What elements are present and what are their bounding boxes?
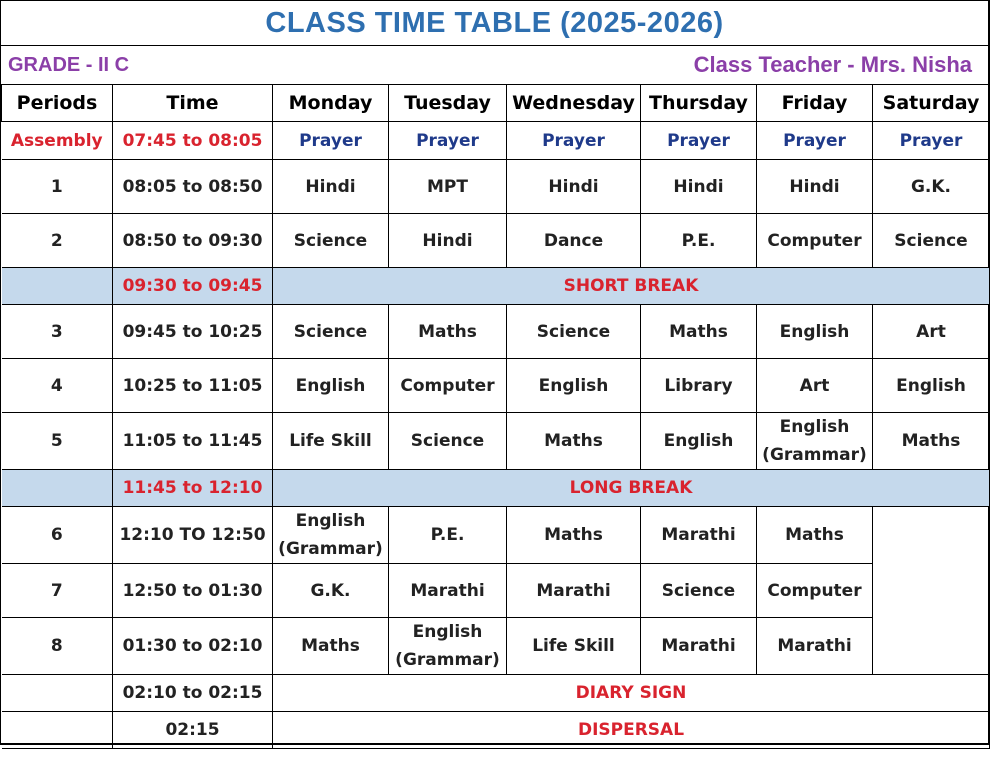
diary-sign-row bbox=[2, 675, 990, 712]
cell-p8-wednesday: Life Skill bbox=[507, 618, 641, 675]
period-number: 3 bbox=[2, 305, 113, 359]
cell-p3-friday: English bbox=[757, 305, 873, 359]
header-friday: Friday bbox=[757, 85, 873, 122]
subheader bbox=[1, 46, 988, 85]
cell-p4-friday: Art bbox=[757, 359, 873, 413]
short-break-blank bbox=[2, 268, 113, 305]
period-row-7 bbox=[2, 564, 990, 618]
cell-assembly-saturday: Prayer bbox=[873, 122, 990, 160]
cell-p4-wednesday: English bbox=[507, 359, 641, 413]
cell-p3-thursday: Maths bbox=[641, 305, 757, 359]
cell-p2-friday: Computer bbox=[757, 214, 873, 268]
cell-p6-thursday: Marathi bbox=[641, 507, 757, 564]
cell-p6-monday: English (Grammar) bbox=[273, 507, 389, 564]
cell-p5-tuesday: Science bbox=[389, 413, 507, 470]
cell-p6-friday: Maths bbox=[757, 507, 873, 564]
cell-p2-saturday: Science bbox=[873, 214, 990, 268]
period-row-4 bbox=[2, 359, 990, 413]
saturday-empty-block bbox=[873, 507, 990, 675]
short-break-row bbox=[2, 268, 990, 305]
period-time: 01:30 to 02:10 bbox=[113, 618, 273, 675]
long-break-label: LONG BREAK bbox=[273, 470, 990, 507]
long-break-time: 11:45 to 12:10 bbox=[113, 470, 273, 507]
cell-p5-thursday: English bbox=[641, 413, 757, 470]
period-row-5 bbox=[2, 413, 990, 470]
cell-p8-thursday: Marathi bbox=[641, 618, 757, 675]
period-time: 10:25 to 11:05 bbox=[113, 359, 273, 413]
cell-p1-saturday: G.K. bbox=[873, 160, 990, 214]
assembly-label: Assembly bbox=[2, 122, 113, 160]
cell-p1-thursday: Hindi bbox=[641, 160, 757, 214]
period-number: 1 bbox=[2, 160, 113, 214]
cell-p7-wednesday: Marathi bbox=[507, 564, 641, 618]
cell-p6-wednesday: Maths bbox=[507, 507, 641, 564]
period-number: 8 bbox=[2, 618, 113, 675]
period-row-2 bbox=[2, 214, 990, 268]
cell-p1-monday: Hindi bbox=[273, 160, 389, 214]
cell-p3-tuesday: Maths bbox=[389, 305, 507, 359]
cell-p4-monday: English bbox=[273, 359, 389, 413]
cell-assembly-thursday: Prayer bbox=[641, 122, 757, 160]
header-saturday: Saturday bbox=[873, 85, 990, 122]
cell-p4-saturday: English bbox=[873, 359, 990, 413]
cell-assembly-friday: Prayer bbox=[757, 122, 873, 160]
period-time: 11:05 to 11:45 bbox=[113, 413, 273, 470]
period-number: 2 bbox=[2, 214, 113, 268]
cell-p7-friday: Computer bbox=[757, 564, 873, 618]
cell-p3-wednesday: Science bbox=[507, 305, 641, 359]
cell-assembly-monday: Prayer bbox=[273, 122, 389, 160]
header-tuesday: Tuesday bbox=[389, 85, 507, 122]
assembly-row bbox=[2, 122, 990, 160]
period-number: 6 bbox=[2, 507, 113, 564]
period-time: 12:50 to 01:30 bbox=[113, 564, 273, 618]
period-number: 4 bbox=[2, 359, 113, 413]
cell-p5-friday: English (Grammar) bbox=[757, 413, 873, 470]
cell-p2-thursday: P.E. bbox=[641, 214, 757, 268]
header-monday: Monday bbox=[273, 85, 389, 122]
timetable bbox=[1, 85, 990, 749]
period-row-6 bbox=[2, 507, 990, 564]
long-break-row bbox=[2, 470, 990, 507]
cell-p3-saturday: Art bbox=[873, 305, 990, 359]
cell-p5-monday: Life Skill bbox=[273, 413, 389, 470]
period-row-8 bbox=[2, 618, 990, 675]
cell-p7-monday: G.K. bbox=[273, 564, 389, 618]
cell-p1-wednesday: Hindi bbox=[507, 160, 641, 214]
header-periods: Periods bbox=[2, 85, 113, 122]
cell-p2-monday: Science bbox=[273, 214, 389, 268]
cell-assembly-tuesday: Prayer bbox=[389, 122, 507, 160]
header-row bbox=[2, 85, 990, 122]
cell-p8-friday: Marathi bbox=[757, 618, 873, 675]
cell-p2-tuesday: Hindi bbox=[389, 214, 507, 268]
diary-label: DIARY SIGN bbox=[273, 675, 990, 712]
period-row-3 bbox=[2, 305, 990, 359]
period-time: 08:05 to 08:50 bbox=[113, 160, 273, 214]
grade-label: GRADE - II C bbox=[8, 54, 130, 76]
long-break-blank bbox=[2, 470, 113, 507]
cell-p1-tuesday: MPT bbox=[389, 160, 507, 214]
cell-p2-wednesday: Dance bbox=[507, 214, 641, 268]
cell-p8-tuesday: English (Grammar) bbox=[389, 618, 507, 675]
cell-p1-friday: Hindi bbox=[757, 160, 873, 214]
dispersal-row bbox=[2, 712, 990, 749]
dispersal-blank bbox=[2, 712, 113, 749]
period-number: 7 bbox=[2, 564, 113, 618]
cell-p4-tuesday: Computer bbox=[389, 359, 507, 413]
cell-p5-wednesday: Maths bbox=[507, 413, 641, 470]
teacher-label: Class Teacher - Mrs. Nisha bbox=[693, 52, 972, 77]
cell-p4-thursday: Library bbox=[641, 359, 757, 413]
period-row-1 bbox=[2, 160, 990, 214]
period-time: 08:50 to 09:30 bbox=[113, 214, 273, 268]
diary-time: 02:10 to 02:15 bbox=[113, 675, 273, 712]
cell-p3-monday: Science bbox=[273, 305, 389, 359]
short-break-label: SHORT BREAK bbox=[273, 268, 990, 305]
page-title: CLASS TIME TABLE (2025-2026) bbox=[1, 1, 988, 46]
cell-p7-tuesday: Marathi bbox=[389, 564, 507, 618]
cell-p5-saturday: Maths bbox=[873, 413, 990, 470]
header-time: Time bbox=[113, 85, 273, 122]
short-break-time: 09:30 to 09:45 bbox=[113, 268, 273, 305]
header-wednesday: Wednesday bbox=[507, 85, 641, 122]
dispersal-time: 02:15 bbox=[113, 712, 273, 749]
cell-assembly-wednesday: Prayer bbox=[507, 122, 641, 160]
assembly-time: 07:45 to 08:05 bbox=[113, 122, 273, 160]
cell-p6-tuesday: P.E. bbox=[389, 507, 507, 564]
dispersal-label: DISPERSAL bbox=[273, 712, 990, 749]
cell-p8-monday: Maths bbox=[273, 618, 389, 675]
period-time: 12:10 TO 12:50 bbox=[113, 507, 273, 564]
period-number: 5 bbox=[2, 413, 113, 470]
header-thursday: Thursday bbox=[641, 85, 757, 122]
period-time: 09:45 to 10:25 bbox=[113, 305, 273, 359]
diary-blank bbox=[2, 675, 113, 712]
cell-p7-thursday: Science bbox=[641, 564, 757, 618]
